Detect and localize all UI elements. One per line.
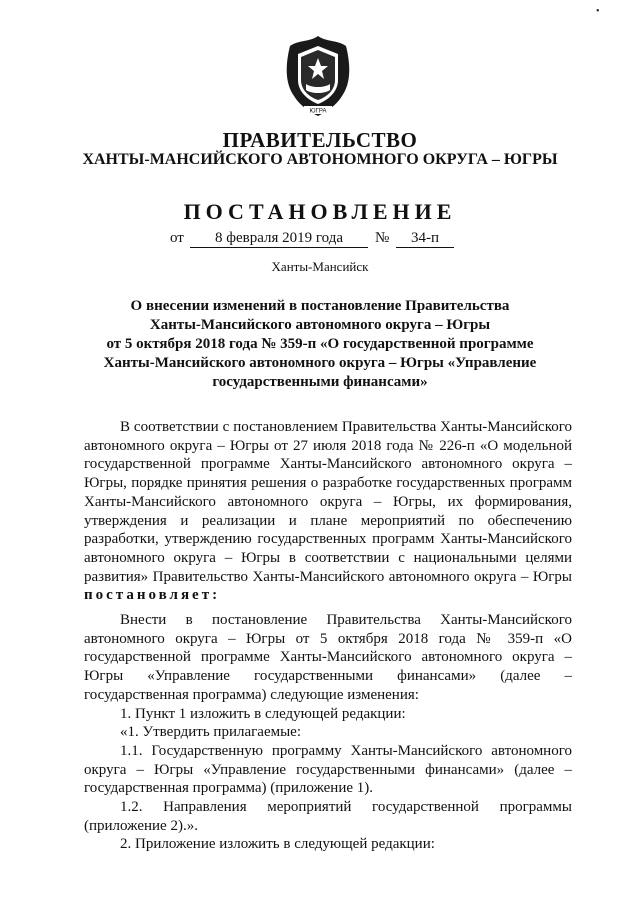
paragraph: 1. Пункт 1 изложить в следующей редакции: [120,705,406,722]
number-prefix: № [375,230,390,246]
decree-number: 34-п [396,230,454,248]
paragraph: 1.2. Направления мероприятий государственной программы (приложение 2).». [84,799,572,834]
region-title: ХАНТЫ-МАНСИЙСКОГО АВТОНОМНОГО ОКРУГА – ЮГРЫ [82,151,558,168]
scan-mark: • [596,6,600,17]
paragraph: «1. Утвердить прилагаемые: [120,724,301,741]
date-prefix: от [170,230,184,246]
title-line: Ханты-Мансийского автономного округа – Югры [149,317,491,333]
title-line: от 5 октября 2018 года № 359-п «О государственной программе [106,336,534,352]
decree-date: 8 февраля 2019 года [190,230,368,248]
government-title: ПРАВИТЕЛЬСТВО [222,128,418,152]
coat-of-arms-emblem [280,32,356,118]
paragraph: 2. Приложение изложить в следующей редакции: [120,836,435,853]
title-line: О внесении изменений в постановление Правительства [130,298,510,314]
document-type: ПОСТАНОВЛЕНИЕ [183,199,457,224]
title-line: государственными финансами» [212,374,428,390]
preamble-text: В соответствии с постановлением Правительства Ханты-Мансийского автономного округа – Югры от 27 июля 2018 года № 226-п «О модельной государственной программе Ханты-Мансийского автономного округа – Югры, порядке принятия решения о разработке государственных программ Ханты-Мансийского автономного округа – Югры, их формирования, утверждения и реализации и плане мероприятий по обеспечению разработки, утверждению государственных программ Ханты-Мансийского автономного округа – Югры в соответствии с национальными целями развития» Правительство Ханты-Мансийского автономного округа – Югры [84,419,572,585]
decree-title [0,297,640,392]
preamble-paragraph [84,418,572,605]
decree-word: постановляет: [84,587,221,604]
city-name: Ханты-Мансийск [271,259,369,274]
title-line: Ханты-Мансийского автономного округа – Югры «Управление [103,355,537,371]
amendments-section [84,611,572,854]
paragraph: 1.1. Государственную программу Ханты-Мансийского автономного округа – Югры «Управление государственными финансами» (далее – государственная программа) (приложение 1). [84,742,572,797]
emblem-text: ЮГРА [309,108,327,115]
paragraph: Внести в постановление Правительства Ханты-Мансийского автономного округа – Югры от 5 октября 2018 года № 359-п «О государственной программе Ханты-Мансийского автономного округа – Югры «Управление государственными финансами» (далее – государственная программа) следующие изменения: [84,612,572,703]
